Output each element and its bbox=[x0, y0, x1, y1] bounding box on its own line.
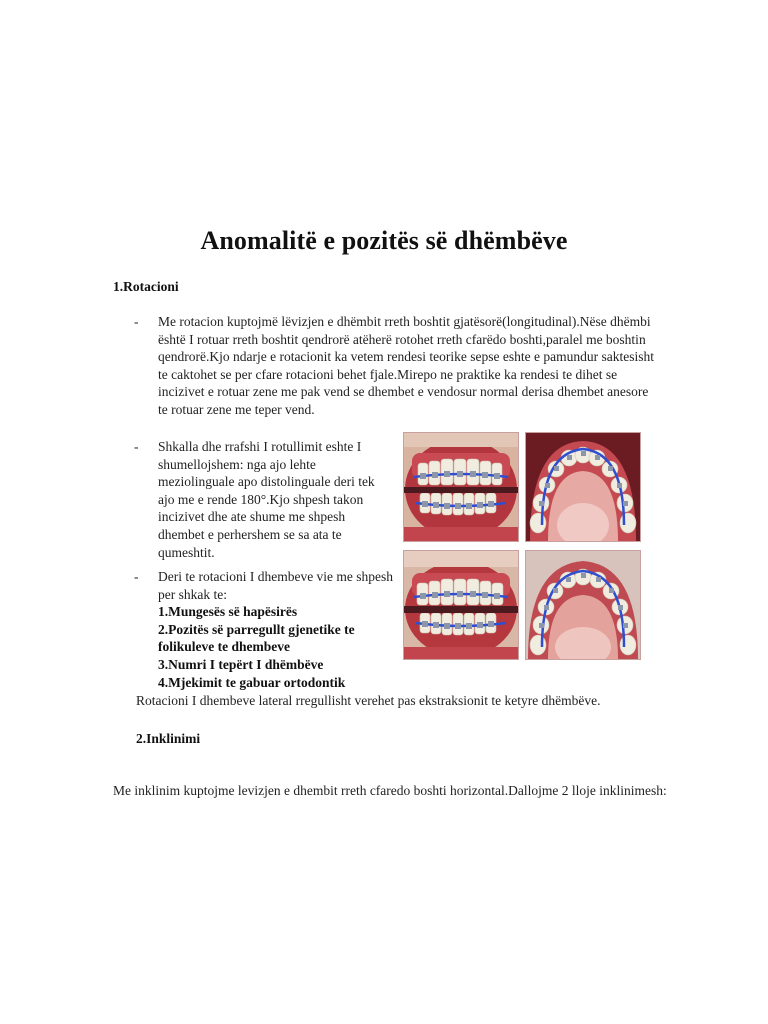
photo-frontal-braces-after bbox=[403, 550, 519, 660]
photo-occlusal-braces-before bbox=[525, 432, 641, 542]
section-heading-inklinimi: 2.Inklinimi bbox=[136, 731, 201, 746]
photo-occlusal-braces-after bbox=[525, 550, 641, 660]
cause-item: 4.Mjekimit te gabuar ortodontik bbox=[158, 674, 346, 690]
cause-item: 1.Mungesës së hapësirës bbox=[158, 604, 298, 620]
paragraph-inclination: Me inklinim kuptojme levizjen e dhembit rreth cfaredo boshti horizontal.Dallojme 2 lloje inklinimesh: bbox=[113, 783, 667, 798]
cause-item: 2.Pozitës së parregullt gjenetike te folikuleve te dhembeve bbox=[158, 621, 355, 655]
bullet-text: Shkalla dhe rrafshi I rotullimit eshte I shumellojshem: nga ajo lehte meziolinguale apo distolinguale deri tek ajo me e rende 180°.Kjo shpesh takon incizivet dhe ate shume me shpesh dhembet e perhershem se sa ata te qumeshtit. bbox=[158, 439, 375, 560]
bullet-text: Deri te rotacioni I dhembeve vie me shpesh per shkak te: bbox=[158, 569, 394, 602]
occlusal-teeth-image bbox=[526, 433, 640, 541]
bullet-marker: - bbox=[134, 314, 139, 329]
section-heading-rotacioni: 1.Rotacioni bbox=[113, 279, 179, 294]
frontal-teeth-image bbox=[404, 551, 518, 659]
bullet-marker: - bbox=[134, 569, 139, 584]
page-title: Anomalitë e pozitës së dhëmbëve bbox=[200, 226, 568, 255]
cause-item: 3.Numri I tepërt I dhëmbëve bbox=[158, 656, 324, 672]
paragraph-lateral-rotation: Rotacioni I dhembeve lateral rregullisht verehet pas ekstraksionit te ketyre dhëmbëve. bbox=[136, 693, 601, 708]
bullet-text: Me rotacion kuptojmë lëvizjen e dhëmbit rreth boshtit gjatësorë(longitudinal).Nëse dhëmbi është I rotuar rreth boshtit qendrorë atëherë rotohet rreth cfarëdo boshti,paralel me boshtin qendrorë.Kjo ndarje e rotacionit ka vetem rendesi teorike sepse eshte e pamundur saktesisht te caktohet se per cfare rotacioni behet fjale.Mirepo ne praktike ka rendesi te dihet se incizivet e rotuar zene me pak vend se dhembet e vendosur normal derisa dhembet anesore te rotuar zene me teper vend. bbox=[158, 314, 654, 417]
occlusal-teeth-image bbox=[526, 551, 640, 659]
photo-frontal-braces-before bbox=[403, 432, 519, 542]
bullet-body bbox=[158, 568, 398, 691]
frontal-teeth-image bbox=[404, 433, 518, 541]
bullet-marker: - bbox=[134, 439, 139, 454]
